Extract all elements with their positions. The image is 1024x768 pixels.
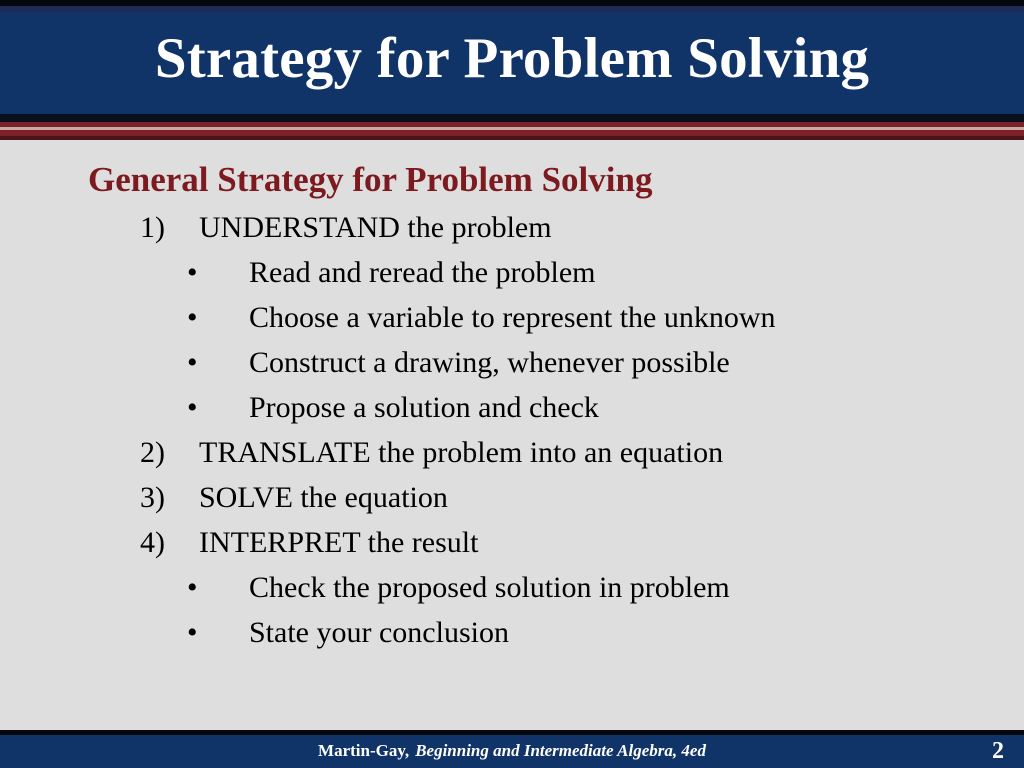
bullet-text: Construct a drawing, whenever possible [249, 346, 730, 379]
section-heading: General Strategy for Problem Solving [88, 160, 653, 199]
bullet-text: Read and reread the problem [249, 256, 596, 289]
bullet-text: Check the proposed solution in problem [249, 571, 730, 604]
bullet-icon: • [187, 571, 198, 604]
bullet-icon: • [187, 301, 198, 334]
step-text: UNDERSTAND the problem [199, 211, 552, 244]
footer-book-title: Beginning and Intermediate Algebra, 4ed [415, 741, 706, 760]
slide-title: Strategy for Problem Solving [154, 27, 870, 90]
step-text: TRANSLATE the problem into an equation [199, 436, 724, 469]
step-number: 1) [140, 211, 165, 244]
bullet-icon: • [187, 256, 198, 289]
step-text: INTERPRET the result [199, 526, 479, 559]
bullet-text: Choose a variable to represent the unknown [249, 301, 776, 334]
bullet-icon: • [187, 391, 198, 424]
slide-body [0, 140, 1024, 730]
title-divider-dark [0, 114, 1024, 122]
bullet-text: Propose a solution and check [249, 391, 599, 424]
step-number: 3) [140, 481, 165, 514]
bullet-text: State your conclusion [249, 616, 509, 649]
bullet-icon: • [187, 346, 198, 379]
footer-citation [0, 740, 1024, 762]
step-text: SOLVE the equation [199, 481, 448, 514]
bullet-icon: • [187, 616, 198, 649]
footer-author: Martin-Gay, [318, 741, 410, 760]
footer-divider [0, 730, 1024, 735]
step-number: 4) [140, 526, 165, 559]
title-divider-highlight [0, 127, 1024, 130]
page-number: 2 [992, 738, 1004, 764]
step-number: 2) [140, 436, 165, 469]
